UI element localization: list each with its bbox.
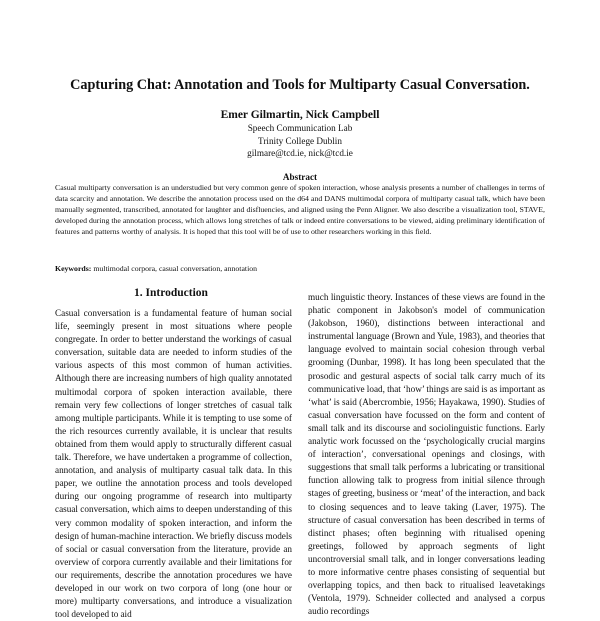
body-column-right: much linguistic theory. Instances of these views are found in the phatic component in Jakobson's model of communication (Jakobson, 1960), distinctions between interactional and instrumental language (Brown and Yule, 1983), and theories that language evolved to maintain social cohesion through verbal grooming (Dunbar, 1998). It has long been speculated that the prosodic and gestural aspects of social talk carry much of its communicative load, that ‘how’ things are said is as important as ‘what’ is said (Abercrombie, 1956; Hayakawa, 1990). Studies of casual conversation have focussed on the form and content of small talk and its discourse and sociolinguistic functions. Early analytic work focussed on the ‘psychologically crucial margins of interaction’, conversational openings and closings, with suggestions that small talk performs a lubricating or transitional function allowing talk to progress from initial silence through stages of greeting, business or ‘meat’ of the interaction, and back to closing sequences and to leave taking (Laver, 1975). The structure of casual conversation has been described in terms of distinct phases; often beginning with ritualised opening greetings, followed by approach segments of light uncontroversial small talk, and in longer conversations leading to more informative centre phases consisting of sequential but overlapping topics, and then back to ritualised leavetakings (Ventola, 1979). Schneider collected and analysed a corpus audio recordings <box>308 292 545 617</box>
abstract-heading: Abstract <box>282 172 318 182</box>
affiliation-institution: Trinity College Dublin <box>258 135 342 146</box>
affiliation-lab: Speech Communication Lab <box>247 123 353 133</box>
abstract-text: Casual multiparty conversation is an understudied but very common genre of spoken interaction, whose analysis presents a number of challenges in terms of data scarcity and annotation. We describe the annotation process used on the d64 and DANS multimodal corpora of multiparty casual talk, which have been manually segmented, transcribed, annotated for laughter and disfluencies, and aligned using the Penn Aligner. We also describe a visualization tool, STAVE, developed during the annotation process, which allows long stretches of talk or indeed entire conversations to be viewed, aiding preliminary identification of features and patterns worthy of analysis. It is hoped that this tool will be of use to other researchers working in this field. <box>55 183 545 236</box>
keywords-line <box>55 264 545 275</box>
section-heading-introduction: 1. Introduction <box>134 287 208 299</box>
body-column-left: Casual conversation is a fundamental feature of human social life, seemingly present in most situations where people congregate. In order to better understand the workings of casual conversation, suitable data are needed to inform studies of the various aspects of this most common of human activities. Although there are increasing numbers of high quality annotated multimodal corpora of spoken interaction available, there remain very few collections of longer stretches of casual talk among multiple participants. While it is tempting to use some of the rich resources currently available, it is unclear that results obtained from them would apply to structurally different casual talk. Therefore, we have undertaken a programme of collection, annotation, and analysis of multiparty casual talk data. In this paper, we outline the annotation process and tools developed during our ongoing programme of research into multiparty casual conversation, which aims to deepen understanding of this very common modality of spoken interaction, and inform the design of human-machine interaction. We briefly discuss models of social or casual conversation from the literature, provide an overview of corpora currently available and their limitations for our requirements, describe the annotation procedures we have developed in our work on two corpora of long (one hour or more) multiparty conversations, and introduce a visualization tool developed to aid <box>55 308 292 620</box>
author-emails: gilmare@tcd.ie, nick@tcd.ie <box>247 148 353 158</box>
paper-title: Capturing Chat: Annotation and Tools for Multiparty Casual Conversation. <box>70 77 530 93</box>
paper-authors: Emer Gilmartin, Nick Campbell <box>220 109 380 121</box>
author-affiliation <box>100 122 500 160</box>
keywords-label: Keywords: <box>55 264 92 273</box>
keywords-text: multimodal corpora, casual conversation, annotation <box>93 264 258 273</box>
